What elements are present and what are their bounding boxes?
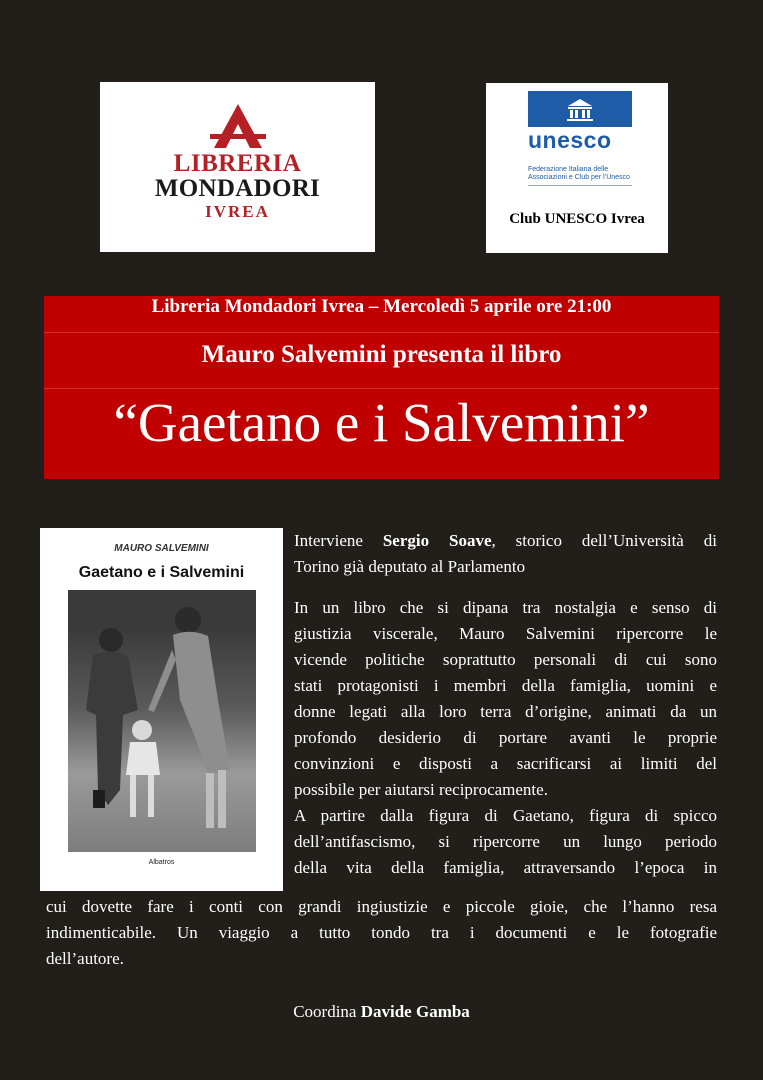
cover-publisher: Albatros — [148, 859, 175, 866]
description-line: cui dovette fare i conti con grandi ingiustizie e piccole gioie, che l’hanno resa — [46, 897, 717, 916]
libreria-mondadori-logo — [100, 82, 375, 252]
description-line: profondo desiderio di portare avanti le proprie — [294, 728, 717, 747]
speaker-name: Sergio Soave — [382, 531, 492, 550]
unesco-club-logo — [486, 83, 668, 253]
unesco-divider — [528, 185, 632, 186]
intro-line: Interviene Sergio Soave, storico dell’Università di — [294, 531, 717, 550]
presenter-line: Mauro Salvemini presenta il libro — [201, 341, 562, 368]
coordinator-line — [0, 1002, 763, 1022]
speaker-intro — [294, 528, 717, 580]
description-continued — [46, 894, 717, 972]
mondadori-mark-icon — [100, 104, 375, 153]
description-line: indimenticabile. Un viaggio a tutto tondo tra i documenti e le fotografie — [46, 923, 717, 942]
intro-line: Torino già deputato al Parlamento — [294, 557, 526, 576]
banner-divider — [44, 332, 719, 333]
event-banner — [44, 296, 719, 479]
family-photo — [68, 590, 256, 852]
logo-line-libreria: LIBRERIA — [173, 150, 302, 177]
description-line: In un libro che si dipana tra nostalgia e senso di — [294, 598, 717, 617]
description-line: dell’antifascismo, si ripercorre un lungo periodo — [294, 832, 717, 851]
description-line: stati protagonisti i membri della famiglia, uomini e — [294, 676, 717, 695]
cover-title: Gaetano e i Salvemini — [78, 564, 245, 581]
club-unesco-label: Club UNESCO Ivrea — [509, 211, 645, 227]
coordinator-name: Davide Gamba — [360, 1002, 470, 1021]
unesco-federation-text: Federazione Italiana delle Associazioni e Club per l’Unesco — [528, 166, 630, 181]
logo-line-ivrea: IVREA — [205, 202, 270, 221]
cover-author: MAURO SALVEMINI — [114, 543, 209, 554]
description-line: dell’autore. — [46, 949, 124, 968]
book-title-heading: “Gaetano e i Salvemini” — [113, 392, 650, 453]
description-line: possibile per aiutarsi reciprocamente. — [294, 780, 548, 799]
description-line: A partire dalla figura di Gaetano, figura di spicco — [294, 806, 717, 825]
coordinator-prefix: Coordina — [293, 1002, 357, 1021]
event-date-line: Libreria Mondadori Ivrea – Mercoledì 5 aprile ore 21:00 — [151, 296, 612, 317]
logo-line-mondadori: MONDADORI — [154, 175, 321, 202]
book-description — [294, 595, 717, 881]
banner-divider — [44, 388, 719, 389]
description-line: giustizia viscerale, Mauro Salvemini ripercorre le — [294, 624, 717, 643]
description-line: donne legati alla loro terra d’origine, animati da un — [294, 702, 717, 721]
description-line: vicende politiche soprattutto personali di cui sono — [294, 650, 717, 669]
description-line: convinzioni e disposti a sacrificarsi ai limiti del — [294, 754, 717, 773]
description-line: della vita della famiglia, attraversando l’epoca in — [294, 858, 717, 877]
unesco-wordmark: unesco — [528, 127, 612, 153]
book-cover — [40, 528, 283, 891]
unesco-temple-icon — [530, 97, 630, 128]
